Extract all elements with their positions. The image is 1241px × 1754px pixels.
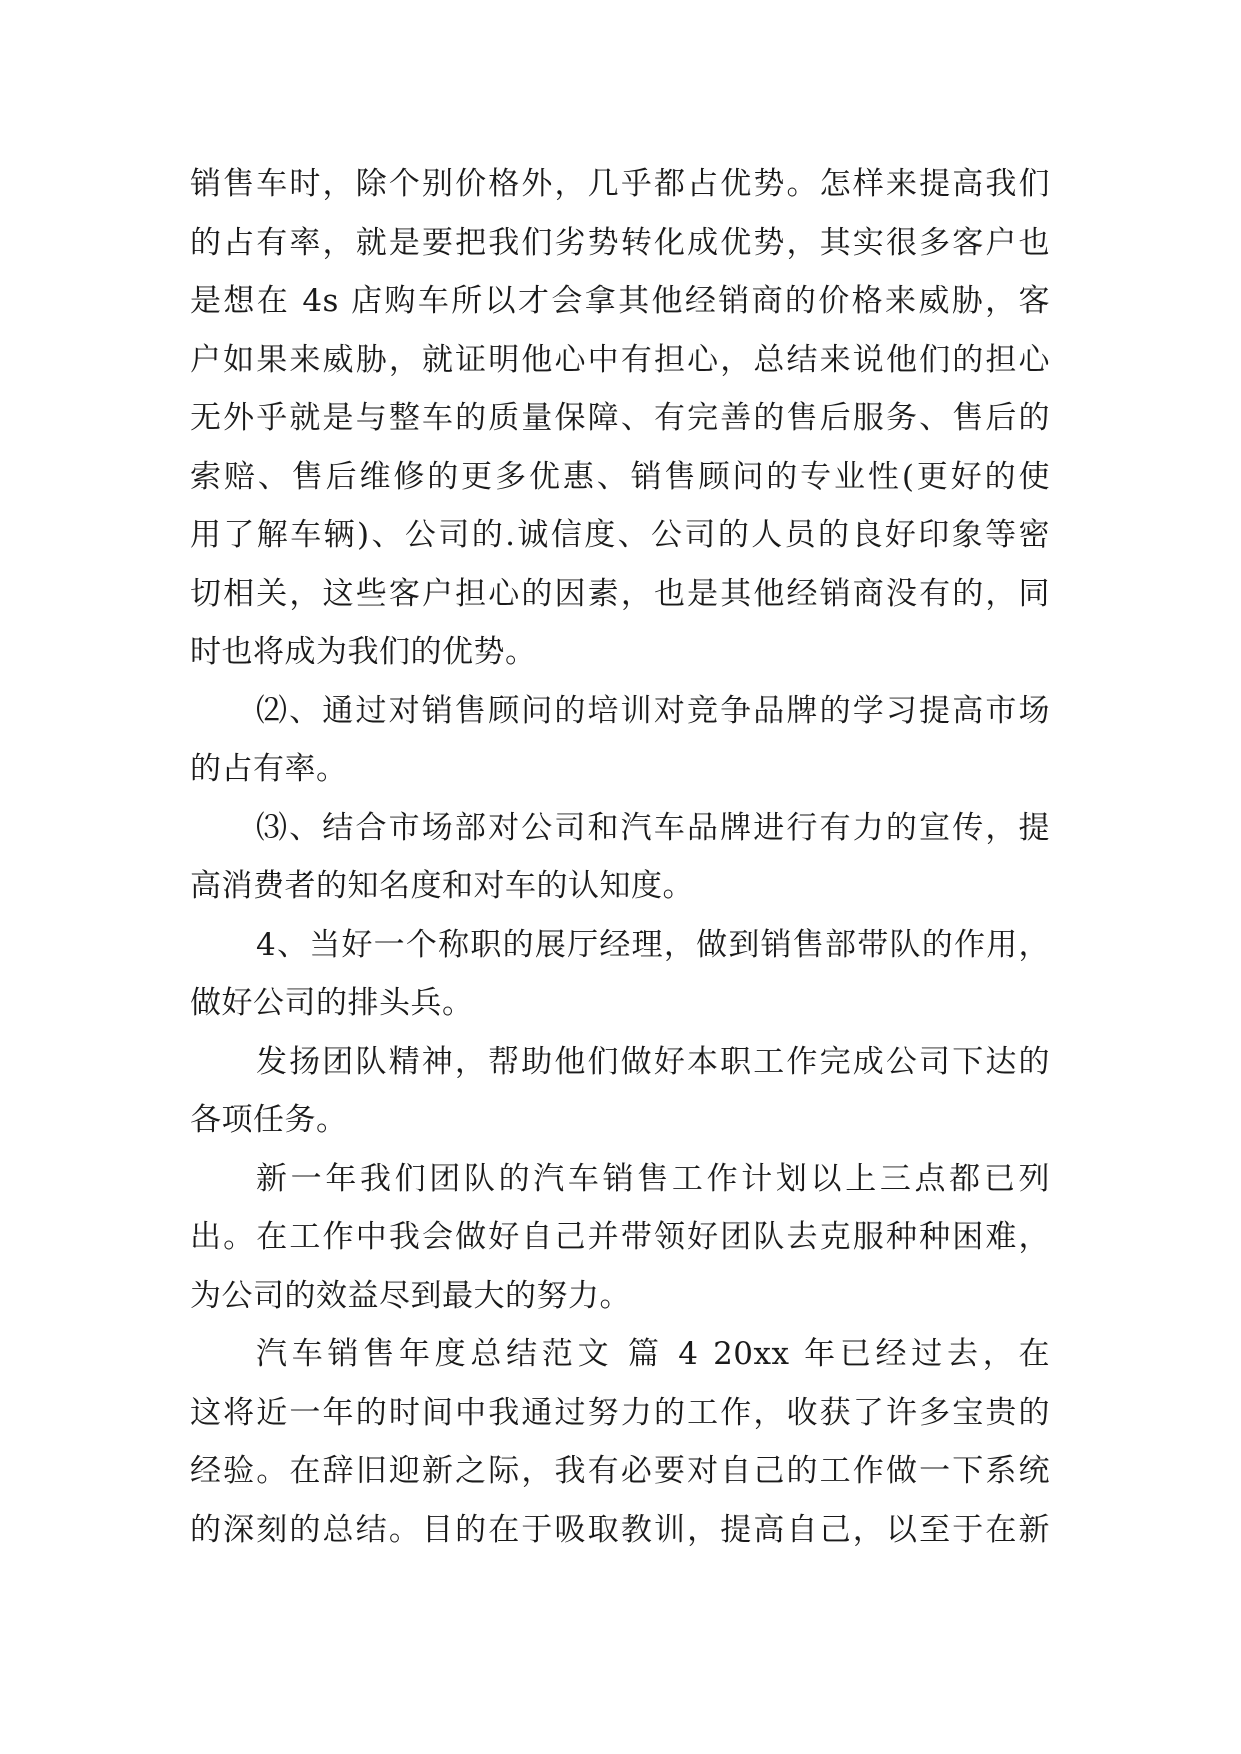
text-line: 出。在工作中我会做好自己并带领好团队去克服种种困难，	[190, 1219, 1050, 1255]
text-line: 为公司的效益尽到最大的努力。	[190, 1277, 631, 1314]
text-line: ⑵、通过对销售顾问的培训对竞争品牌的学习提高市场	[256, 692, 1050, 729]
text-line: 户如果来威胁，就证明他心中有担心，总结来说他们的担心	[190, 341, 1050, 378]
text-line: 各项任务。	[190, 1102, 348, 1138]
text-line: 切相关，这些客户担心的因素，也是其他经销商没有的，同	[190, 575, 1050, 612]
text-line: ⑶、结合市场部对公司和汽车品牌进行有力的宣传，提	[256, 809, 1050, 846]
body-text	[190, 155, 1050, 1559]
text-line: 时也将成为我们的优势。	[190, 634, 537, 670]
text-line: 发扬团队精神，帮助他们做好本职工作完成公司下达的	[256, 1043, 1050, 1080]
text-line: 经验。在辞旧迎新之际，我有必要对自己的工作做一下系统	[190, 1453, 1050, 1489]
text-line: 用了解车辆)、公司的.诚信度、公司的人员的良好印象等密	[190, 517, 1050, 553]
section-heading-line: 汽车销售年度总结范文 篇 4 20xx 年已经过去，在	[256, 1336, 1050, 1372]
text-line: 这将近一年的时间中我通过努力的工作，收获了许多宝贵的	[190, 1394, 1050, 1431]
text-line: 索赔、售后维修的更多优惠、销售顾问的专业性(更好的使	[190, 458, 1050, 495]
text-line: 做好公司的排头兵。	[190, 985, 474, 1021]
text-line: 4、当好一个称职的展厅经理，做到销售部带队的作用，	[256, 926, 1050, 963]
text-line: 的占有率。	[190, 751, 348, 787]
text-line: 高消费者的知名度和对车的认知度。	[190, 868, 694, 904]
text-line: 的占有率，就是要把我们劣势转化成优势，其实很多客户也	[190, 224, 1050, 261]
text-line: 无外乎就是与整车的质量保障、有完善的售后服务、售后的	[190, 400, 1050, 436]
text-line: 新一年我们团队的汽车销售工作计划以上三点都已列	[256, 1160, 1050, 1197]
text-line: 销售车时，除个别价格外，几乎都占优势。怎样来提高我们	[190, 166, 1050, 202]
text-line: 的深刻的总结。目的在于吸取教训，提高自己，以至于在新	[190, 1511, 1050, 1548]
text-line: 是想在 4s 店购车所以才会拿其他经销商的价格来威胁，客	[190, 283, 1050, 319]
